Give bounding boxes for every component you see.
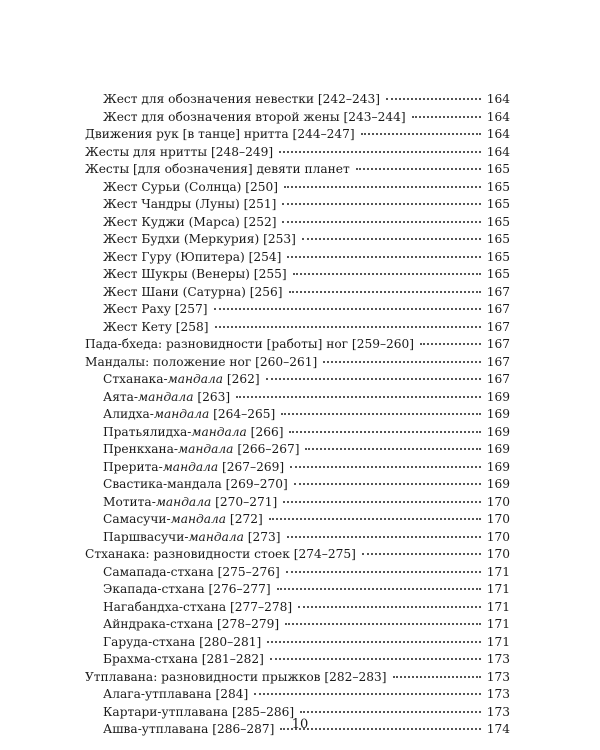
toc-entry-title bbox=[103, 214, 276, 232]
toc-entry-title-text: Пада-бхеда: разновидности [работы] ног [259–260] bbox=[85, 337, 415, 351]
dot-leader bbox=[236, 396, 481, 398]
toc-entry bbox=[85, 459, 510, 477]
toc-entry-page: 165 bbox=[486, 267, 510, 281]
dot-leader bbox=[286, 571, 481, 573]
toc-entry-page: 165 bbox=[486, 232, 510, 246]
page-number: 10 bbox=[291, 717, 309, 732]
toc-entry bbox=[85, 581, 510, 599]
dot-leader bbox=[282, 221, 480, 223]
toc-entry-title-text: Алага-утплавана [284] bbox=[103, 687, 249, 701]
toc-entry-title bbox=[85, 144, 273, 162]
toc-entry-title-text: Пратьялидха- bbox=[103, 424, 192, 439]
toc-entry-title-text: Жест Кету [258] bbox=[103, 319, 209, 334]
toc-entry-title-text: Аята- bbox=[103, 389, 139, 404]
toc-entry bbox=[85, 179, 510, 197]
toc-entry-title bbox=[85, 669, 387, 687]
dot-leader bbox=[293, 273, 481, 275]
toc-entry bbox=[85, 144, 510, 162]
toc-entry-title-italic: мандала bbox=[155, 494, 212, 509]
toc-entry-page: 169 bbox=[486, 442, 510, 456]
toc-entry-title bbox=[103, 91, 380, 109]
toc-entry-page: 169 bbox=[486, 424, 510, 439]
toc-entry-title-italic: мандала bbox=[188, 529, 244, 544]
toc-entry-page: 169 bbox=[486, 477, 510, 491]
dot-leader bbox=[298, 606, 481, 608]
toc-entry-title-text: Стханака: разновидности стоек [274–275] bbox=[85, 547, 356, 561]
toc-entry-title-range: [273] bbox=[243, 529, 281, 544]
toc-entry-title bbox=[103, 686, 248, 704]
dot-leader bbox=[270, 658, 481, 660]
toc-entry-page: 167 bbox=[486, 319, 510, 334]
toc-entry-page: 171 bbox=[486, 582, 510, 596]
toc-entry-title bbox=[85, 126, 355, 144]
table-of-contents bbox=[85, 91, 510, 739]
toc-entry-title-italic: мандала bbox=[153, 407, 210, 421]
toc-entry-title-range: [272] bbox=[226, 512, 263, 526]
toc-entry-title bbox=[103, 511, 263, 529]
toc-entry-title bbox=[85, 336, 414, 354]
toc-entry-page: 173 bbox=[486, 704, 510, 719]
toc-entry-title bbox=[103, 196, 276, 214]
toc-entry bbox=[85, 196, 510, 214]
toc-entry-page: 173 bbox=[486, 669, 510, 684]
toc-entry-page: 164 bbox=[486, 92, 510, 106]
dot-leader bbox=[361, 133, 481, 135]
toc-entry-title-text: Мотита- bbox=[103, 494, 156, 509]
toc-entry-title-text: Жест для обозначения невестки [242–243] bbox=[103, 92, 381, 106]
toc-entry-title-text: Брахма-стхана [281–282] bbox=[103, 652, 264, 666]
dot-leader bbox=[386, 98, 481, 100]
toc-entry-page: 173 bbox=[486, 652, 510, 666]
toc-entry-title-range: [262] bbox=[223, 372, 260, 386]
toc-entry bbox=[85, 564, 510, 582]
toc-entry-title-italic: мандала bbox=[191, 424, 247, 439]
dot-leader bbox=[412, 116, 481, 118]
dot-leader bbox=[282, 203, 480, 205]
toc-entry-title bbox=[103, 301, 208, 319]
toc-entry bbox=[85, 161, 510, 179]
toc-entry bbox=[85, 126, 510, 144]
toc-entry-page: 169 bbox=[486, 389, 510, 404]
toc-entry-page: 169 bbox=[486, 407, 510, 421]
dot-leader bbox=[279, 151, 481, 153]
toc-entry-title-text: Жест Шани (Сатурна) [256] bbox=[103, 284, 283, 299]
toc-entry-title-text: Движения рук [в танце] нритта [244–247] bbox=[85, 127, 355, 141]
toc-entry bbox=[85, 546, 510, 564]
toc-entry bbox=[85, 406, 510, 424]
toc-entry-title bbox=[103, 406, 275, 424]
toc-entry-title-text: Ашва-утплавана [286–287] bbox=[103, 722, 275, 736]
toc-entry-title-text: Картари-утплавана [285–286] bbox=[103, 704, 295, 719]
toc-entry-title-range: [263] bbox=[193, 389, 231, 404]
toc-entry-title bbox=[103, 389, 230, 407]
toc-entry-title-text: Жест Будхи (Меркурия) [253] bbox=[103, 232, 296, 246]
dot-leader bbox=[284, 186, 481, 188]
toc-entry-title-text: Алидха- bbox=[103, 407, 154, 421]
dot-leader bbox=[356, 168, 481, 170]
dot-leader bbox=[269, 518, 481, 520]
toc-entry-page: 167 bbox=[486, 354, 510, 369]
toc-entry-title bbox=[85, 161, 350, 179]
toc-entry bbox=[85, 651, 510, 669]
toc-entry bbox=[85, 354, 510, 372]
dot-leader bbox=[287, 256, 480, 258]
toc-entry-title bbox=[103, 109, 406, 127]
toc-entry-title-text: Экапада-стхана [276–277] bbox=[103, 582, 271, 596]
toc-entry-page: 165 bbox=[486, 249, 510, 264]
toc-entry-page: 167 bbox=[486, 284, 510, 299]
toc-entry-page: 164 bbox=[486, 109, 510, 124]
toc-entry-title-text: Гаруда-стхана [280–281] bbox=[103, 634, 262, 649]
toc-entry-title-italic: мандала bbox=[178, 442, 234, 456]
toc-entry-title bbox=[103, 319, 209, 337]
toc-entry bbox=[85, 529, 510, 547]
toc-entry-page: 171 bbox=[486, 599, 510, 614]
toc-entry-title bbox=[103, 599, 292, 617]
toc-entry-title bbox=[85, 354, 317, 372]
toc-entry-title bbox=[103, 616, 279, 634]
toc-entry-title bbox=[103, 179, 278, 197]
toc-entry-title-text: Пренкхана- bbox=[103, 442, 179, 456]
toc-entry bbox=[85, 476, 510, 494]
toc-entry-title bbox=[103, 634, 261, 652]
toc-entry-title bbox=[103, 266, 287, 284]
toc-entry bbox=[85, 301, 510, 319]
toc-entry-title-range: [266–267] bbox=[233, 442, 300, 456]
dot-leader bbox=[305, 448, 480, 450]
toc-entry-title-text: Прерита- bbox=[103, 459, 163, 474]
toc-entry-title bbox=[103, 581, 271, 599]
toc-entry bbox=[85, 669, 510, 687]
toc-entry-page: 170 bbox=[486, 512, 510, 526]
toc-entry-title-text: Жест Шукры (Венеры) [255] bbox=[103, 267, 287, 281]
toc-entry-page: 170 bbox=[486, 547, 510, 561]
toc-entry-title-range: [270–271] bbox=[211, 494, 278, 509]
toc-entry-title bbox=[103, 476, 288, 494]
dot-leader bbox=[287, 536, 481, 538]
toc-entry-page: 165 bbox=[486, 179, 510, 194]
toc-entry bbox=[85, 231, 510, 249]
toc-entry-page: 165 bbox=[486, 197, 510, 211]
dot-leader bbox=[294, 483, 481, 485]
dot-leader bbox=[300, 711, 481, 713]
toc-entry-title-text: Утплавана: разновидности прыжков [282–283] bbox=[85, 669, 387, 684]
dot-leader bbox=[267, 641, 480, 643]
toc-entry-title-italic: мандала bbox=[162, 459, 219, 474]
toc-entry-page: 167 bbox=[486, 302, 510, 316]
toc-entry-title-text: Жесты для нритты [248–249] bbox=[85, 144, 274, 159]
toc-entry-page: 171 bbox=[486, 634, 510, 649]
dot-leader bbox=[420, 343, 481, 345]
toc-entry-title bbox=[103, 231, 296, 249]
toc-entry-page: 173 bbox=[486, 687, 510, 701]
toc-entry-page: 167 bbox=[486, 372, 510, 386]
toc-entry-title-text: Свастика-мандала [269–270] bbox=[103, 477, 288, 491]
toc-entry bbox=[85, 319, 510, 337]
toc-entry bbox=[85, 599, 510, 617]
toc-entry-title-italic: мандала bbox=[167, 372, 224, 386]
toc-entry bbox=[85, 616, 510, 634]
toc-entry bbox=[85, 441, 510, 459]
toc-entry bbox=[85, 109, 510, 127]
toc-entry-page: 174 bbox=[486, 722, 510, 736]
toc-entry-page: 171 bbox=[486, 617, 510, 631]
toc-entry bbox=[85, 91, 510, 109]
dot-leader bbox=[215, 326, 481, 328]
toc-entry bbox=[85, 336, 510, 354]
toc-entry-title bbox=[85, 546, 356, 564]
toc-entry-page: 164 bbox=[486, 127, 510, 141]
toc-entry bbox=[85, 686, 510, 704]
toc-entry bbox=[85, 284, 510, 302]
toc-entry-title bbox=[103, 284, 283, 302]
toc-entry-title-text: Нагабандха-стхана [277–278] bbox=[103, 599, 293, 614]
toc-entry-title-text: Айндрака-стхана [278–279] bbox=[103, 617, 280, 631]
dot-leader bbox=[277, 588, 481, 590]
toc-entry-page: 170 bbox=[486, 529, 510, 544]
toc-entry-title-text: Самапада-стхана [275–276] bbox=[103, 564, 280, 579]
dot-leader bbox=[290, 466, 481, 468]
toc-entry-page: 167 bbox=[486, 337, 510, 351]
toc-entry-title bbox=[103, 529, 281, 547]
toc-entry-page: 169 bbox=[486, 459, 510, 474]
toc-entry-page: 165 bbox=[486, 162, 510, 176]
toc-entry-title-text: Жест Сурьи (Солнца) [250] bbox=[103, 179, 279, 194]
toc-entry bbox=[85, 511, 510, 529]
toc-entry bbox=[85, 371, 510, 389]
toc-entry-title bbox=[103, 371, 260, 389]
toc-entry-title bbox=[103, 249, 281, 267]
dot-leader bbox=[283, 501, 480, 503]
dot-leader bbox=[281, 413, 480, 415]
dot-leader bbox=[393, 676, 481, 678]
toc-entry-title-text: Мандалы: положение ног [260–261] bbox=[85, 354, 318, 369]
toc-entry-page: 171 bbox=[486, 564, 510, 579]
dot-leader bbox=[302, 238, 481, 240]
toc-entry-title-text: Самасучи- bbox=[103, 512, 171, 526]
toc-entry bbox=[85, 266, 510, 284]
toc-entry-title bbox=[103, 424, 283, 442]
toc-entry bbox=[85, 214, 510, 232]
toc-entry-title bbox=[103, 459, 284, 477]
dot-leader bbox=[254, 693, 481, 695]
toc-entry-title bbox=[103, 441, 299, 459]
toc-entry-title-range: [266] bbox=[246, 424, 284, 439]
dot-leader bbox=[323, 361, 481, 363]
toc-entry-page: 170 bbox=[486, 494, 510, 509]
toc-entry bbox=[85, 389, 510, 407]
toc-entry-title-italic: мандала bbox=[138, 389, 194, 404]
toc-entry bbox=[85, 424, 510, 442]
dot-leader bbox=[285, 623, 481, 625]
toc-entry-title bbox=[103, 651, 264, 669]
toc-entry bbox=[85, 494, 510, 512]
toc-entry-title-italic: мандала bbox=[170, 512, 227, 526]
dot-leader bbox=[289, 431, 480, 433]
toc-entry-title-text: Жест для обозначения второй жены [243–244] bbox=[103, 109, 406, 124]
dot-leader bbox=[289, 291, 481, 293]
toc-entry-title-range: [267–269] bbox=[218, 459, 285, 474]
toc-entry-title-text: Жест Куджи (Марса) [252] bbox=[103, 214, 277, 229]
toc-entry-title-text: Жест Гуру (Юпитера) [254] bbox=[103, 249, 282, 264]
dot-leader bbox=[266, 378, 481, 380]
toc-entry-title-text: Жест Раху [257] bbox=[103, 302, 208, 316]
toc-entry-title-text: Паршвасучи- bbox=[103, 529, 189, 544]
dot-leader bbox=[214, 308, 481, 310]
toc-entry bbox=[85, 249, 510, 267]
toc-entry-title-text: Жест Чандры (Луны) [251] bbox=[103, 197, 277, 211]
toc-entry-title-range: [264–265] bbox=[209, 407, 276, 421]
toc-entry bbox=[85, 634, 510, 652]
dot-leader bbox=[362, 553, 481, 555]
toc-entry-page: 164 bbox=[486, 144, 510, 159]
toc-entry-page: 165 bbox=[486, 214, 510, 229]
toc-entry-title bbox=[103, 564, 280, 582]
toc-entry-title bbox=[103, 494, 277, 512]
toc-entry-title-text: Жесты [для обозначения] девяти планет bbox=[85, 162, 350, 176]
toc-entry-title-text: Стханака- bbox=[103, 372, 168, 386]
